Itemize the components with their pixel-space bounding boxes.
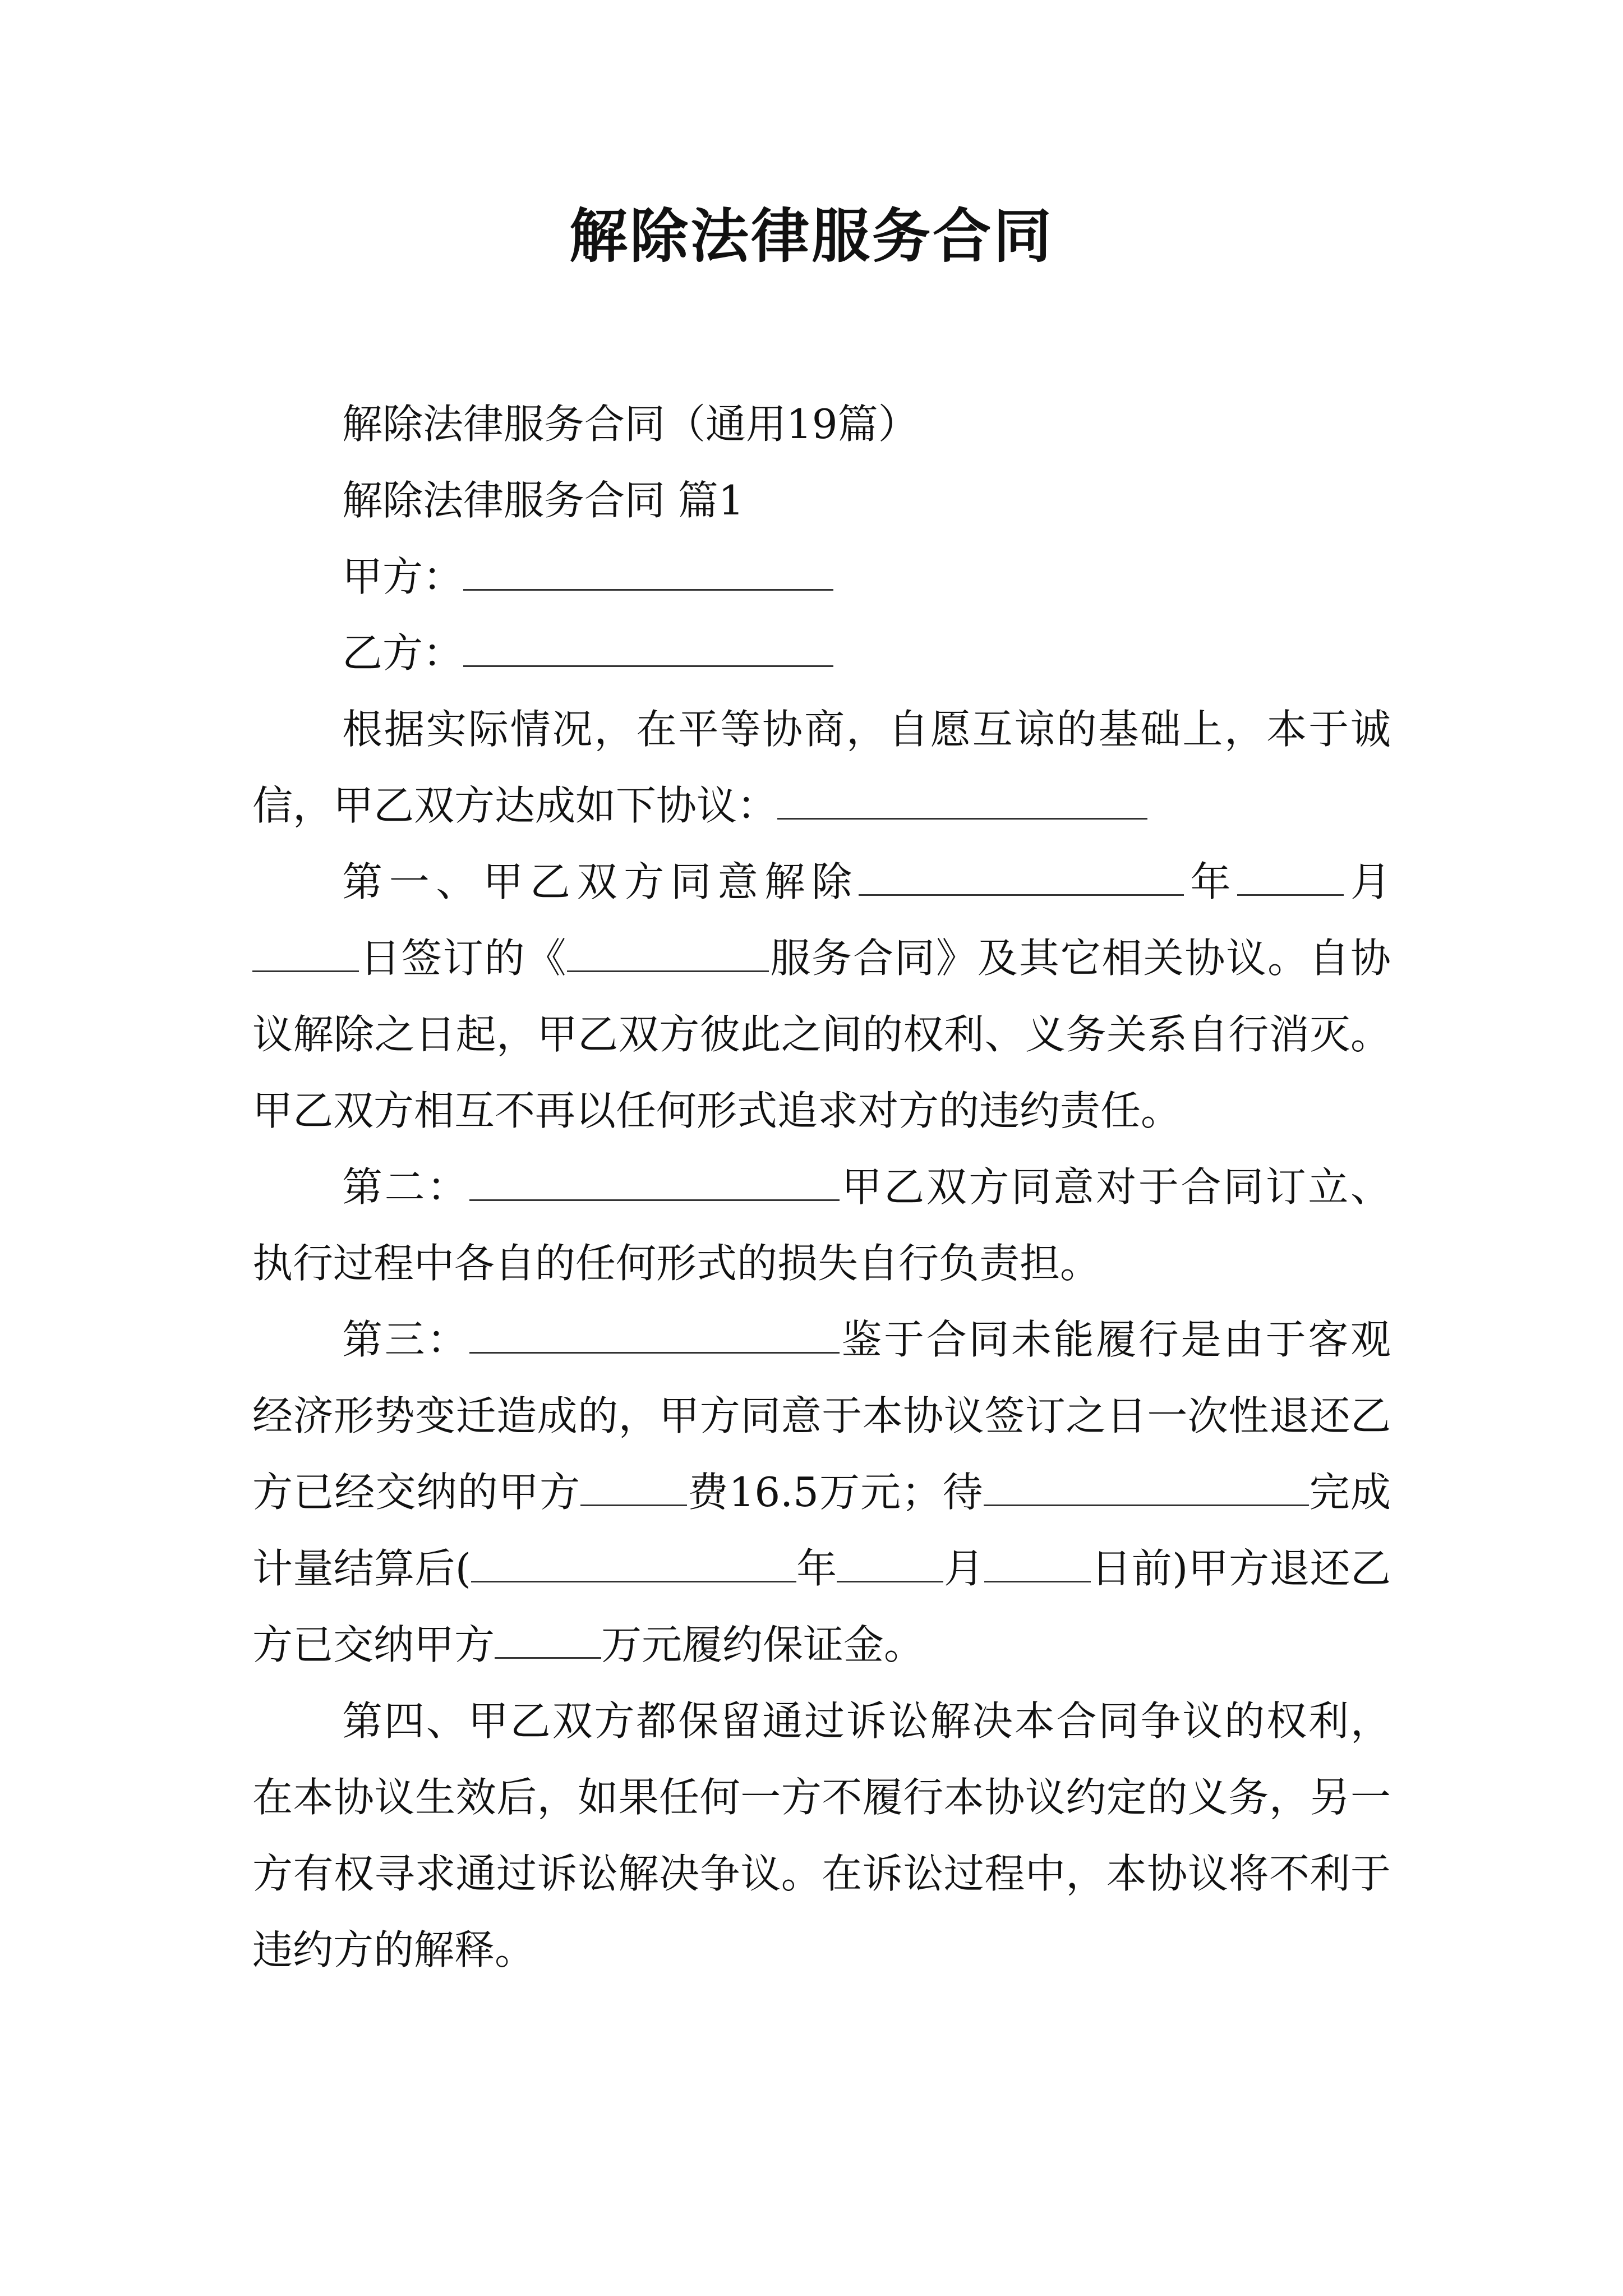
article-1-text-b: 年 — [1183, 858, 1238, 905]
article-3-text-f: 月 — [943, 1545, 985, 1592]
article-3-text-e: 年 — [796, 1545, 837, 1592]
article-1-text-e: 服务合同》及其它相关协议。自协议解除之日起，甲乙双方彼此之间的权利、义务关系自行消灭。甲乙双方相互不再以任何形式追求对方的违约责任。 — [252, 935, 1391, 1134]
article-1-text-a: 第一、甲乙双方同意解除 — [342, 858, 859, 905]
article-1-blank-year — [859, 858, 1184, 896]
article-3-blank-month-a — [837, 1545, 943, 1582]
article-3-text-h: 万元履约保证金。 — [601, 1621, 925, 1668]
article-1-blank-month — [1237, 858, 1344, 896]
party-b-label: 乙方： — [342, 629, 464, 677]
article-2-blank — [469, 1163, 840, 1201]
article-3-blank-fee — [580, 1469, 687, 1506]
article-3-text-c: 费16.5万元；待 — [687, 1469, 984, 1516]
article-3-blank-day — [984, 1545, 1091, 1582]
intro-paragraph — [252, 691, 1391, 844]
article-1 — [252, 844, 1391, 1149]
article-3 — [252, 1301, 1391, 1683]
article-1-text-d: 日签订的《 — [359, 935, 568, 982]
article-2-text-b: 甲乙双方同意对于合同订立、执行过程中各自的任何形式的损失自行负责担。 — [252, 1163, 1391, 1287]
document-title: 解除法律服务合同 — [569, 202, 1054, 270]
article-4: 第四、甲乙双方都保留通过诉讼解决本合同争议的权利，在本协议生效后，如果任何一方不履行本协议约定的义务，另一方有权寻求通过诉讼解决争议。在诉讼过程中，本协议将不利于违约方的解释。 — [252, 1697, 1391, 1973]
party-a-label: 甲方： — [342, 553, 464, 600]
intro-text: 根据实际情况，在平等协商，自愿互谅的基础上，本于诚信，甲乙双方达成如下协议： — [252, 706, 1391, 829]
party-a-line — [252, 539, 1391, 615]
article-1-text-c: 月 — [1344, 858, 1391, 905]
article-2 — [252, 1149, 1391, 1301]
article-3-text-d: 完成计量结算后( — [252, 1469, 1391, 1592]
article-3-blank-amount — [495, 1621, 601, 1659]
article-1-blank-contract — [567, 935, 769, 972]
article-1-blank-day — [252, 935, 359, 972]
party-a-blank — [463, 553, 833, 591]
intro-blank — [777, 782, 1147, 820]
section-title: 解除法律服务合同 篇1 — [342, 477, 744, 524]
document-body — [252, 386, 1391, 1988]
article-3-blank-1 — [469, 1316, 840, 1354]
subtitle: 解除法律服务合同（通用19篇） — [342, 401, 919, 448]
article-3-text-g: 日前)甲方退还乙方已交纳甲方 — [252, 1545, 1391, 1668]
party-b-line — [252, 615, 1391, 691]
article-3-text-a: 第三： — [342, 1316, 469, 1363]
article-3-text-b: 鉴于合同未能履行是由于客观经济形势变迁造成的，甲方同意于本协议签订之日一次性退还乙方已经交纳的甲方 — [252, 1316, 1391, 1516]
article-2-text-a: 第二： — [342, 1163, 469, 1211]
article-3-blank-2 — [984, 1469, 1309, 1506]
article-3-blank-year — [471, 1545, 796, 1582]
party-b-blank — [463, 629, 833, 667]
